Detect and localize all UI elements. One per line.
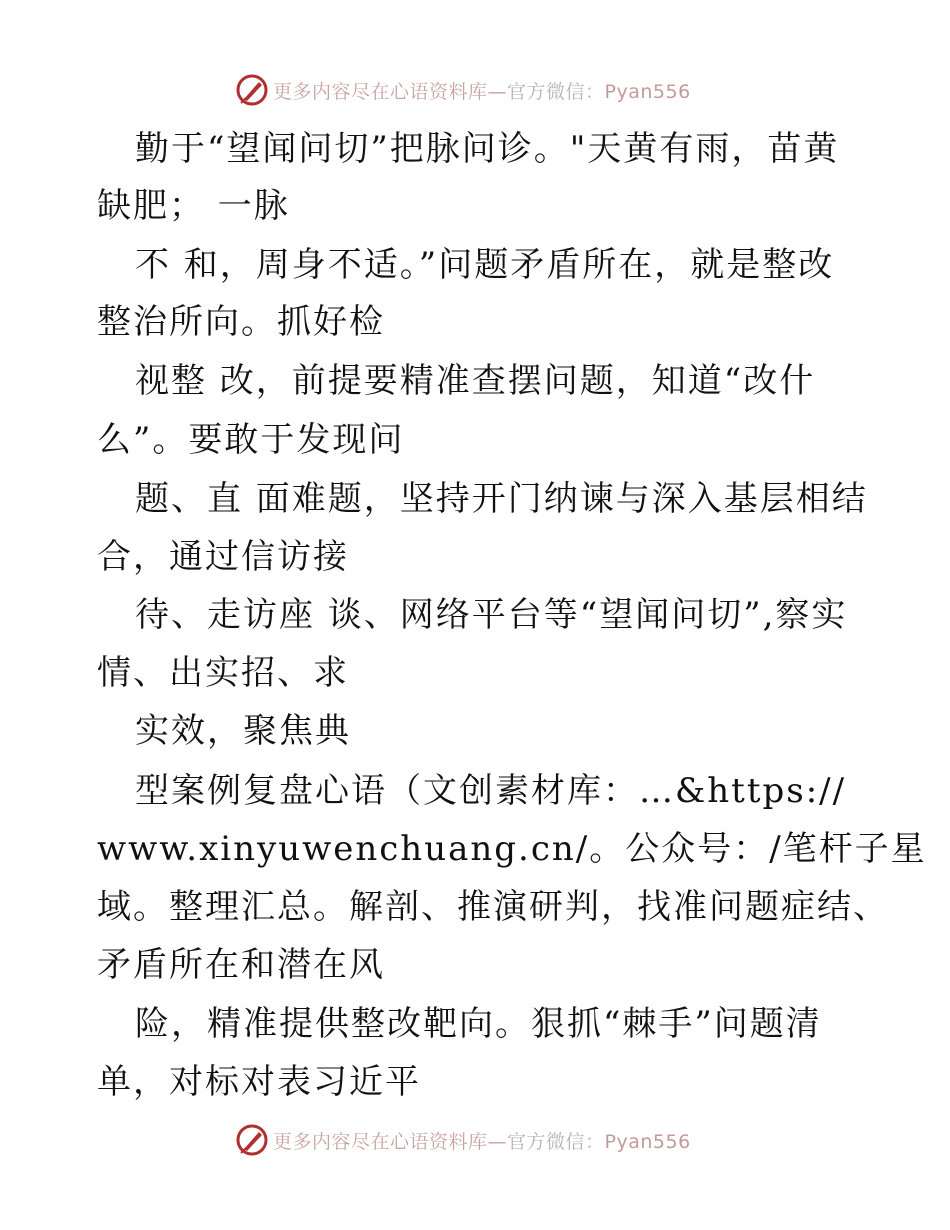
text-line: 实效，聚焦典 bbox=[135, 711, 351, 751]
quill-pen-logo-icon bbox=[235, 1123, 269, 1157]
text-line: 型案例复盘心语（文创素材库：…&https:// bbox=[135, 771, 847, 811]
text-line: 不 和，周身不适。”问题矛盾所在，就是整改 bbox=[135, 245, 835, 285]
text-line: 合，通过信访接 bbox=[97, 537, 349, 577]
text-line: 缺肥； 一脉 bbox=[97, 186, 290, 226]
header-banner-text bbox=[273, 77, 691, 104]
footer-banner-text bbox=[273, 1127, 691, 1154]
header-banner-slogan: 更多内容尽在心语资料库— bbox=[273, 80, 508, 103]
text-line: 整治所向。抓好检 bbox=[97, 302, 385, 342]
text-line: 矛盾所在和潜在风 bbox=[97, 945, 385, 985]
text-line: www.xinyuwenchuang.cn/。公众号：/笔杆子星 bbox=[97, 829, 927, 869]
footer-banner-wechat-label: 官方微信： bbox=[507, 1130, 605, 1153]
text-line: 么”。要敢于发现问 bbox=[97, 420, 405, 460]
quill-pen-logo-icon bbox=[235, 73, 269, 107]
text-line: 单，对标对表习近平 bbox=[97, 1062, 421, 1102]
footer-banner-wechat-id: Pyan556 bbox=[604, 1130, 691, 1153]
footer-banner-slogan: 更多内容尽在心语资料库— bbox=[273, 1130, 508, 1153]
header-banner-wechat-label: 官方微信： bbox=[507, 80, 605, 103]
text-line: 险，精准提供整改靶向。狠抓“棘手”问题清 bbox=[135, 1004, 822, 1044]
header-watermark-banner bbox=[235, 73, 691, 107]
header-banner-wechat-id: Pyan556 bbox=[604, 80, 691, 103]
text-line: 域。整理汇总。解剖、推演研判，找准问题症结、 bbox=[97, 887, 889, 927]
text-line: 待、走访座 谈、网络平台等“望闻问切”,察实 bbox=[135, 595, 848, 635]
text-line: 勤于“望闻问切”把脉问诊。"天黄有雨，苗黄 bbox=[135, 129, 840, 169]
text-line: 情、出实招、求 bbox=[97, 653, 349, 693]
footer-watermark-banner bbox=[235, 1123, 691, 1157]
text-line: 视整 改，前提要精准查摆问题，知道“改什 bbox=[135, 361, 816, 401]
text-line: 题、直 面难题，坚持开门纳谏与深入基层相结 bbox=[135, 479, 868, 519]
